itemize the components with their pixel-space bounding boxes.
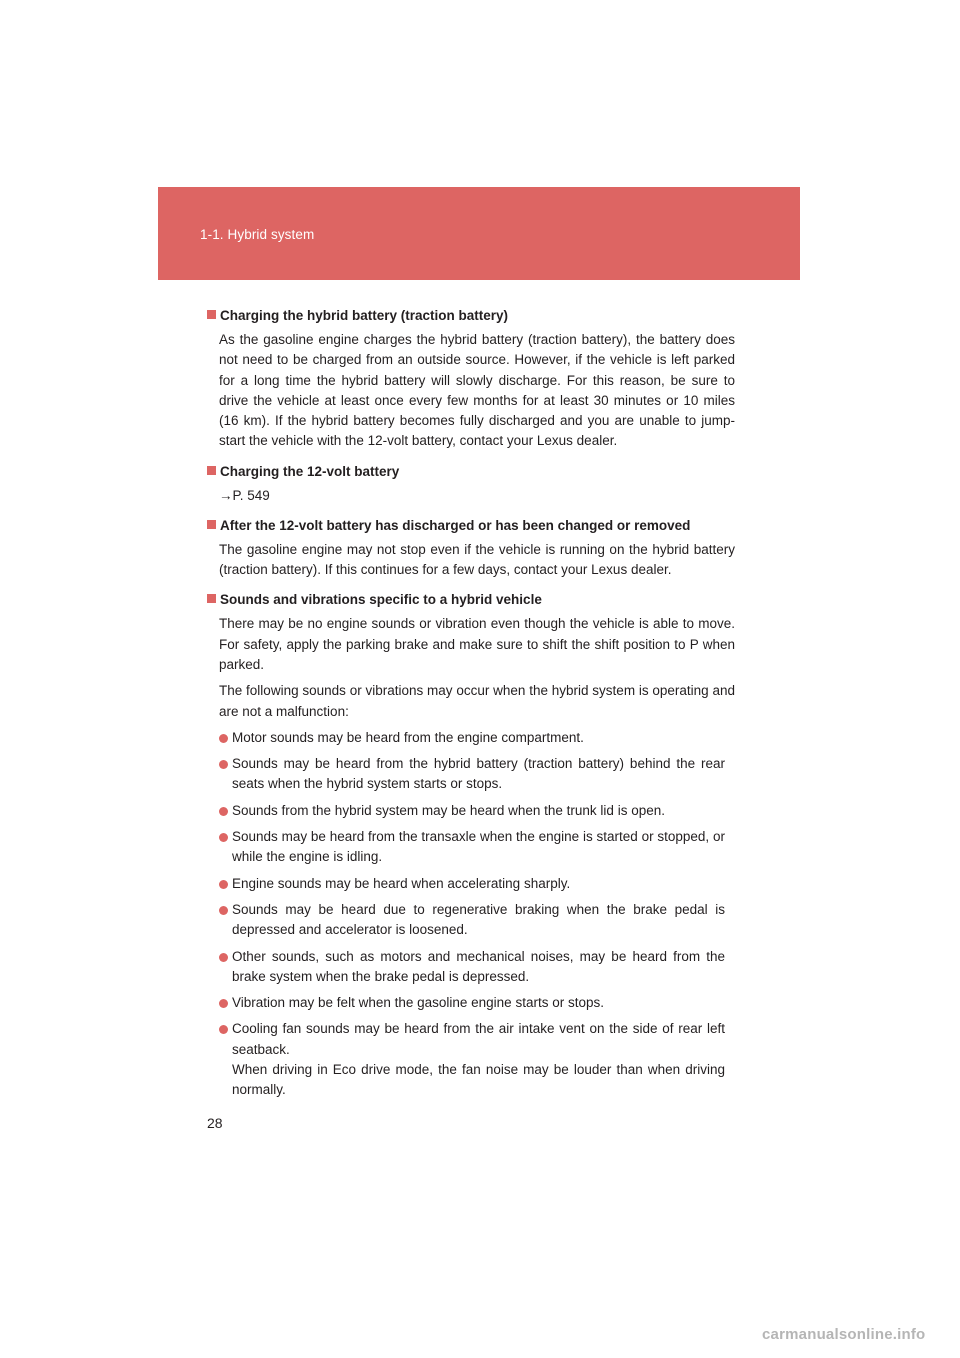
section-after-12v-discharged <box>206 516 735 581</box>
list-item <box>219 874 735 894</box>
watermark: carmanualsonline.info <box>762 1326 926 1343</box>
section-heading-text: After the 12-volt battery has discharged or has been changed or removed <box>220 517 691 533</box>
list-item <box>219 728 735 748</box>
section-heading <box>207 590 735 610</box>
list-item-text: Cooling fan sounds may be heard from the air intake vent on the side of rear left seatback. When driving in Eco drive mode, the fan noise may be louder than when driving normally. <box>232 1021 725 1098</box>
list-item-text: Sounds may be heard due to regenerative braking when the brake pedal is depressed and accelerator is loosened. <box>232 901 725 938</box>
round-bullet-icon <box>219 999 228 1008</box>
round-bullet-icon <box>219 880 228 889</box>
round-bullet-icon <box>219 760 228 769</box>
list-item-text: Engine sounds may be heard when accelerating sharply. <box>232 875 571 891</box>
list-item-text: Sounds from the hybrid system may be heard when the trunk lid is open. <box>232 802 665 818</box>
list-item-text: Other sounds, such as motors and mechanical noises, may be heard from the brake system when the brake pedal is depressed. <box>232 948 725 984</box>
chapter-title: 1-1. Hybrid system <box>200 227 315 242</box>
round-bullet-icon <box>219 953 228 962</box>
round-bullet-icon <box>219 833 228 842</box>
list-item-text: Vibration may be felt when the gasoline engine starts or stops. <box>232 995 604 1011</box>
list-item <box>219 801 735 821</box>
list-item <box>219 827 735 868</box>
square-bullet-icon <box>207 520 216 529</box>
list-item <box>219 754 735 795</box>
body-paragraph: There may be no engine sounds or vibration even though the vehicle is able to move. For safety, apply the parking brake and make sure to shift the shift position to P when parked. <box>219 616 735 672</box>
section-heading <box>207 462 735 482</box>
square-bullet-icon <box>207 466 216 475</box>
list-item-text: Sounds may be heard from the transaxle when the engine is started or stopped, or while the engine is idling. <box>232 829 725 865</box>
page-reference-link[interactable]: →P. 549 <box>219 487 270 503</box>
page-number: 28 <box>207 1115 223 1131</box>
chapter-header-band <box>158 187 800 280</box>
section-sounds-vibrations <box>206 590 735 1100</box>
round-bullet-icon <box>219 906 228 915</box>
list-item <box>219 993 735 1013</box>
body-paragraph: The following sounds or vibrations may occur when the hybrid system is operating and are not a malfunction: <box>219 683 735 719</box>
sounds-bullet-list <box>219 728 735 1101</box>
body-paragraph: As the gasoline engine charges the hybrid battery (traction battery), the battery does not need to be charged from an outside source. However, if the vehicle is left parked for a long time the hybrid battery will slowly discharge. For this reason, be sure to drive the vehicle at least once every few months for at least 30 minutes or 10 miles (16 km). If the hybrid battery becomes fully discharged and you are unable to jump-start the vehicle with the 12-volt battery, contact your Lexus dealer. <box>219 332 735 449</box>
list-item <box>219 947 735 988</box>
section-heading <box>207 516 735 536</box>
section-charging-12v-battery <box>206 462 735 506</box>
round-bullet-icon <box>219 734 228 743</box>
page-content <box>206 306 735 1111</box>
section-heading-text: Sounds and vibrations specific to a hybrid vehicle <box>220 592 542 608</box>
square-bullet-icon <box>207 594 216 603</box>
section-heading-text: Charging the 12-volt battery <box>220 463 400 479</box>
section-charging-hybrid-battery <box>206 306 735 452</box>
list-item-text: Motor sounds may be heard from the engine compartment. <box>232 729 584 745</box>
square-bullet-icon <box>207 310 216 319</box>
round-bullet-icon <box>219 807 228 816</box>
section-heading <box>207 306 735 326</box>
section-heading-text: Charging the hybrid battery (traction battery) <box>220 308 509 323</box>
list-item-text: Sounds may be heard from the hybrid battery (traction battery) behind the rear seats when the hybrid system starts or stops. <box>232 756 725 792</box>
list-item <box>219 1019 735 1100</box>
round-bullet-icon <box>219 1025 228 1034</box>
body-paragraph: The gasoline engine may not stop even if the vehicle is running on the hybrid battery (traction battery). If this continues for a few days, contact your Lexus dealer. <box>219 541 735 578</box>
list-item <box>219 900 735 941</box>
